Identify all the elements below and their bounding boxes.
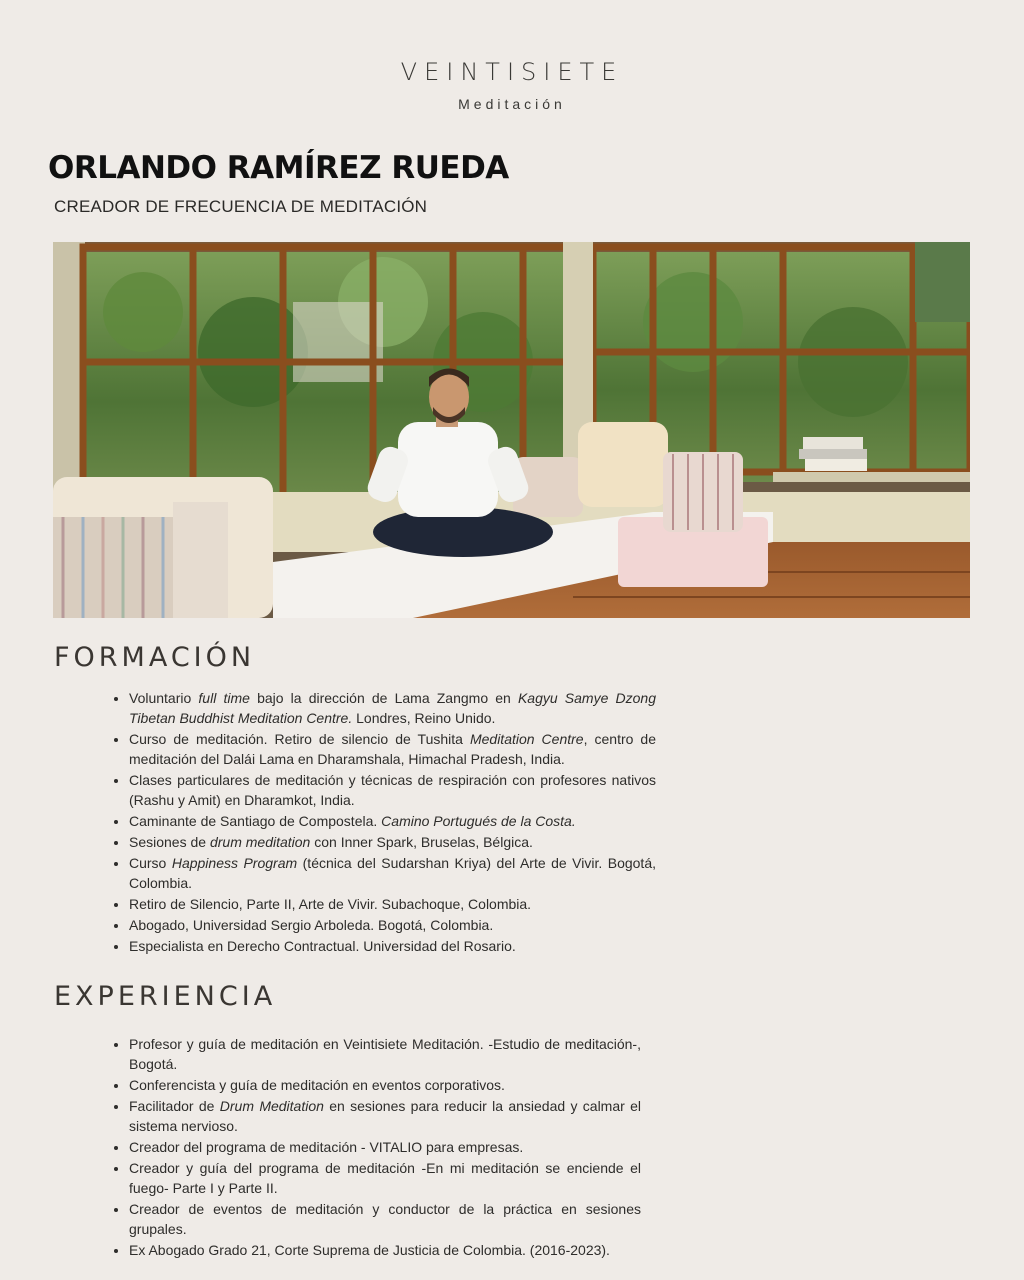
formacion-item-text: Caminante de Santiago de Compostela. bbox=[129, 813, 382, 829]
formacion-item bbox=[129, 936, 656, 956]
brand-header bbox=[0, 58, 1024, 112]
experiencia-item bbox=[129, 1137, 641, 1157]
experiencia-item-text: Conferencista y guía de meditación en eventos corporativos. bbox=[129, 1077, 505, 1093]
formacion-item-text: Meditation Centre bbox=[469, 731, 584, 747]
formacion-item bbox=[129, 688, 656, 728]
formacion-item-text: drum meditation bbox=[209, 834, 311, 850]
formacion-item-text: Curso bbox=[129, 855, 172, 871]
experiencia-item-text: en sesiones para reducir la ansiedad y calmar el sistema nervioso. bbox=[129, 1098, 642, 1134]
formacion-list bbox=[110, 688, 656, 957]
formacion-item-text: Clases particulares de meditación y técnicas de respiración con profesores nativos (Rashu y Amit) en Dharamkot, India. bbox=[129, 772, 656, 808]
profile-name: ORLANDO RAMÍREZ RUEDA bbox=[48, 150, 509, 186]
experiencia-list bbox=[110, 1034, 641, 1261]
experiencia-heading: EXPERIENCIA bbox=[54, 981, 277, 1012]
formacion-item-text: full time bbox=[198, 690, 250, 706]
formacion-item bbox=[129, 770, 656, 810]
formacion-heading: FORMACIÓN bbox=[54, 642, 256, 673]
formacion-item-text: Sesiones de bbox=[129, 834, 210, 850]
formacion-item bbox=[129, 832, 656, 852]
experiencia-item-text: Creador y guía del programa de meditación -En mi meditación se enciende el fuego- Parte I y Parte II. bbox=[129, 1160, 641, 1196]
formacion-item-text: Kagyu Samye Dzong Tibetan Buddhist Meditation Centre. bbox=[129, 690, 656, 726]
formacion-item-text: Especialista en Derecho Contractual. Universidad del Rosario. bbox=[129, 938, 516, 954]
formacion-item bbox=[129, 894, 656, 914]
formacion-item-text: con Inner Spark, Bruselas, Bélgica. bbox=[310, 834, 533, 850]
formacion-item-text: Londres, Reino Unido. bbox=[352, 710, 496, 726]
formacion-item bbox=[129, 729, 656, 769]
experiencia-item bbox=[129, 1075, 641, 1095]
experiencia-item bbox=[129, 1034, 641, 1074]
formacion-item-text: Voluntario bbox=[129, 690, 199, 706]
portrait-photo bbox=[53, 242, 970, 618]
formacion-item-text: Camino Portugués de la Costa. bbox=[381, 813, 576, 829]
formacion-item bbox=[129, 811, 656, 831]
experiencia-item bbox=[129, 1199, 641, 1239]
formacion-item-text: (técnica del Sudarshan Kriya) del Arte de Vivir. Bogotá, Colombia. bbox=[129, 855, 656, 891]
experiencia-item-text: Drum Meditation bbox=[219, 1098, 324, 1114]
formacion-item-text: bajo la dirección de Lama Zangmo en bbox=[249, 690, 518, 706]
formacion-item-text: , centro de meditación del Dalái Lama en Dharamshala, Himachal Pradesh, India. bbox=[129, 731, 656, 767]
portrait-photo-illustration bbox=[53, 242, 970, 618]
formacion-item bbox=[129, 853, 656, 893]
experiencia-item-text: Ex Abogado Grado 21, Corte Suprema de Justicia de Colombia. (2016-2023). bbox=[129, 1242, 610, 1258]
formacion-item bbox=[129, 915, 656, 935]
brand-name: VEINTISIETE bbox=[400, 58, 624, 86]
formacion-item-text: Retiro de Silencio, Parte II, Arte de Vivir. Subachoque, Colombia. bbox=[129, 896, 532, 912]
formacion-item-text: Abogado, Universidad Sergio Arboleda. Bogotá, Colombia. bbox=[129, 917, 494, 933]
experiencia-item bbox=[129, 1158, 641, 1198]
experiencia-item-text: Profesor y guía de meditación en Veintisiete Meditación. -Estudio de meditación-, Bogotá. bbox=[129, 1036, 641, 1072]
experiencia-item bbox=[129, 1240, 641, 1260]
experiencia-item-text: Creador del programa de meditación - VITALIO para empresas. bbox=[129, 1139, 524, 1155]
brand-subtitle: Meditación bbox=[458, 96, 566, 112]
experiencia-item bbox=[129, 1096, 641, 1136]
experiencia-item-text: Creador de eventos de meditación y conductor de la práctica en sesiones grupales. bbox=[129, 1201, 641, 1237]
profile-role: CREADOR DE FRECUENCIA DE MEDITACIÓN bbox=[54, 197, 428, 216]
formacion-item-text: Happiness Program bbox=[171, 855, 298, 871]
formacion-item-text: Curso de meditación. Retiro de silencio de Tushita bbox=[129, 731, 470, 747]
experiencia-item-text: Facilitador de bbox=[129, 1098, 220, 1114]
